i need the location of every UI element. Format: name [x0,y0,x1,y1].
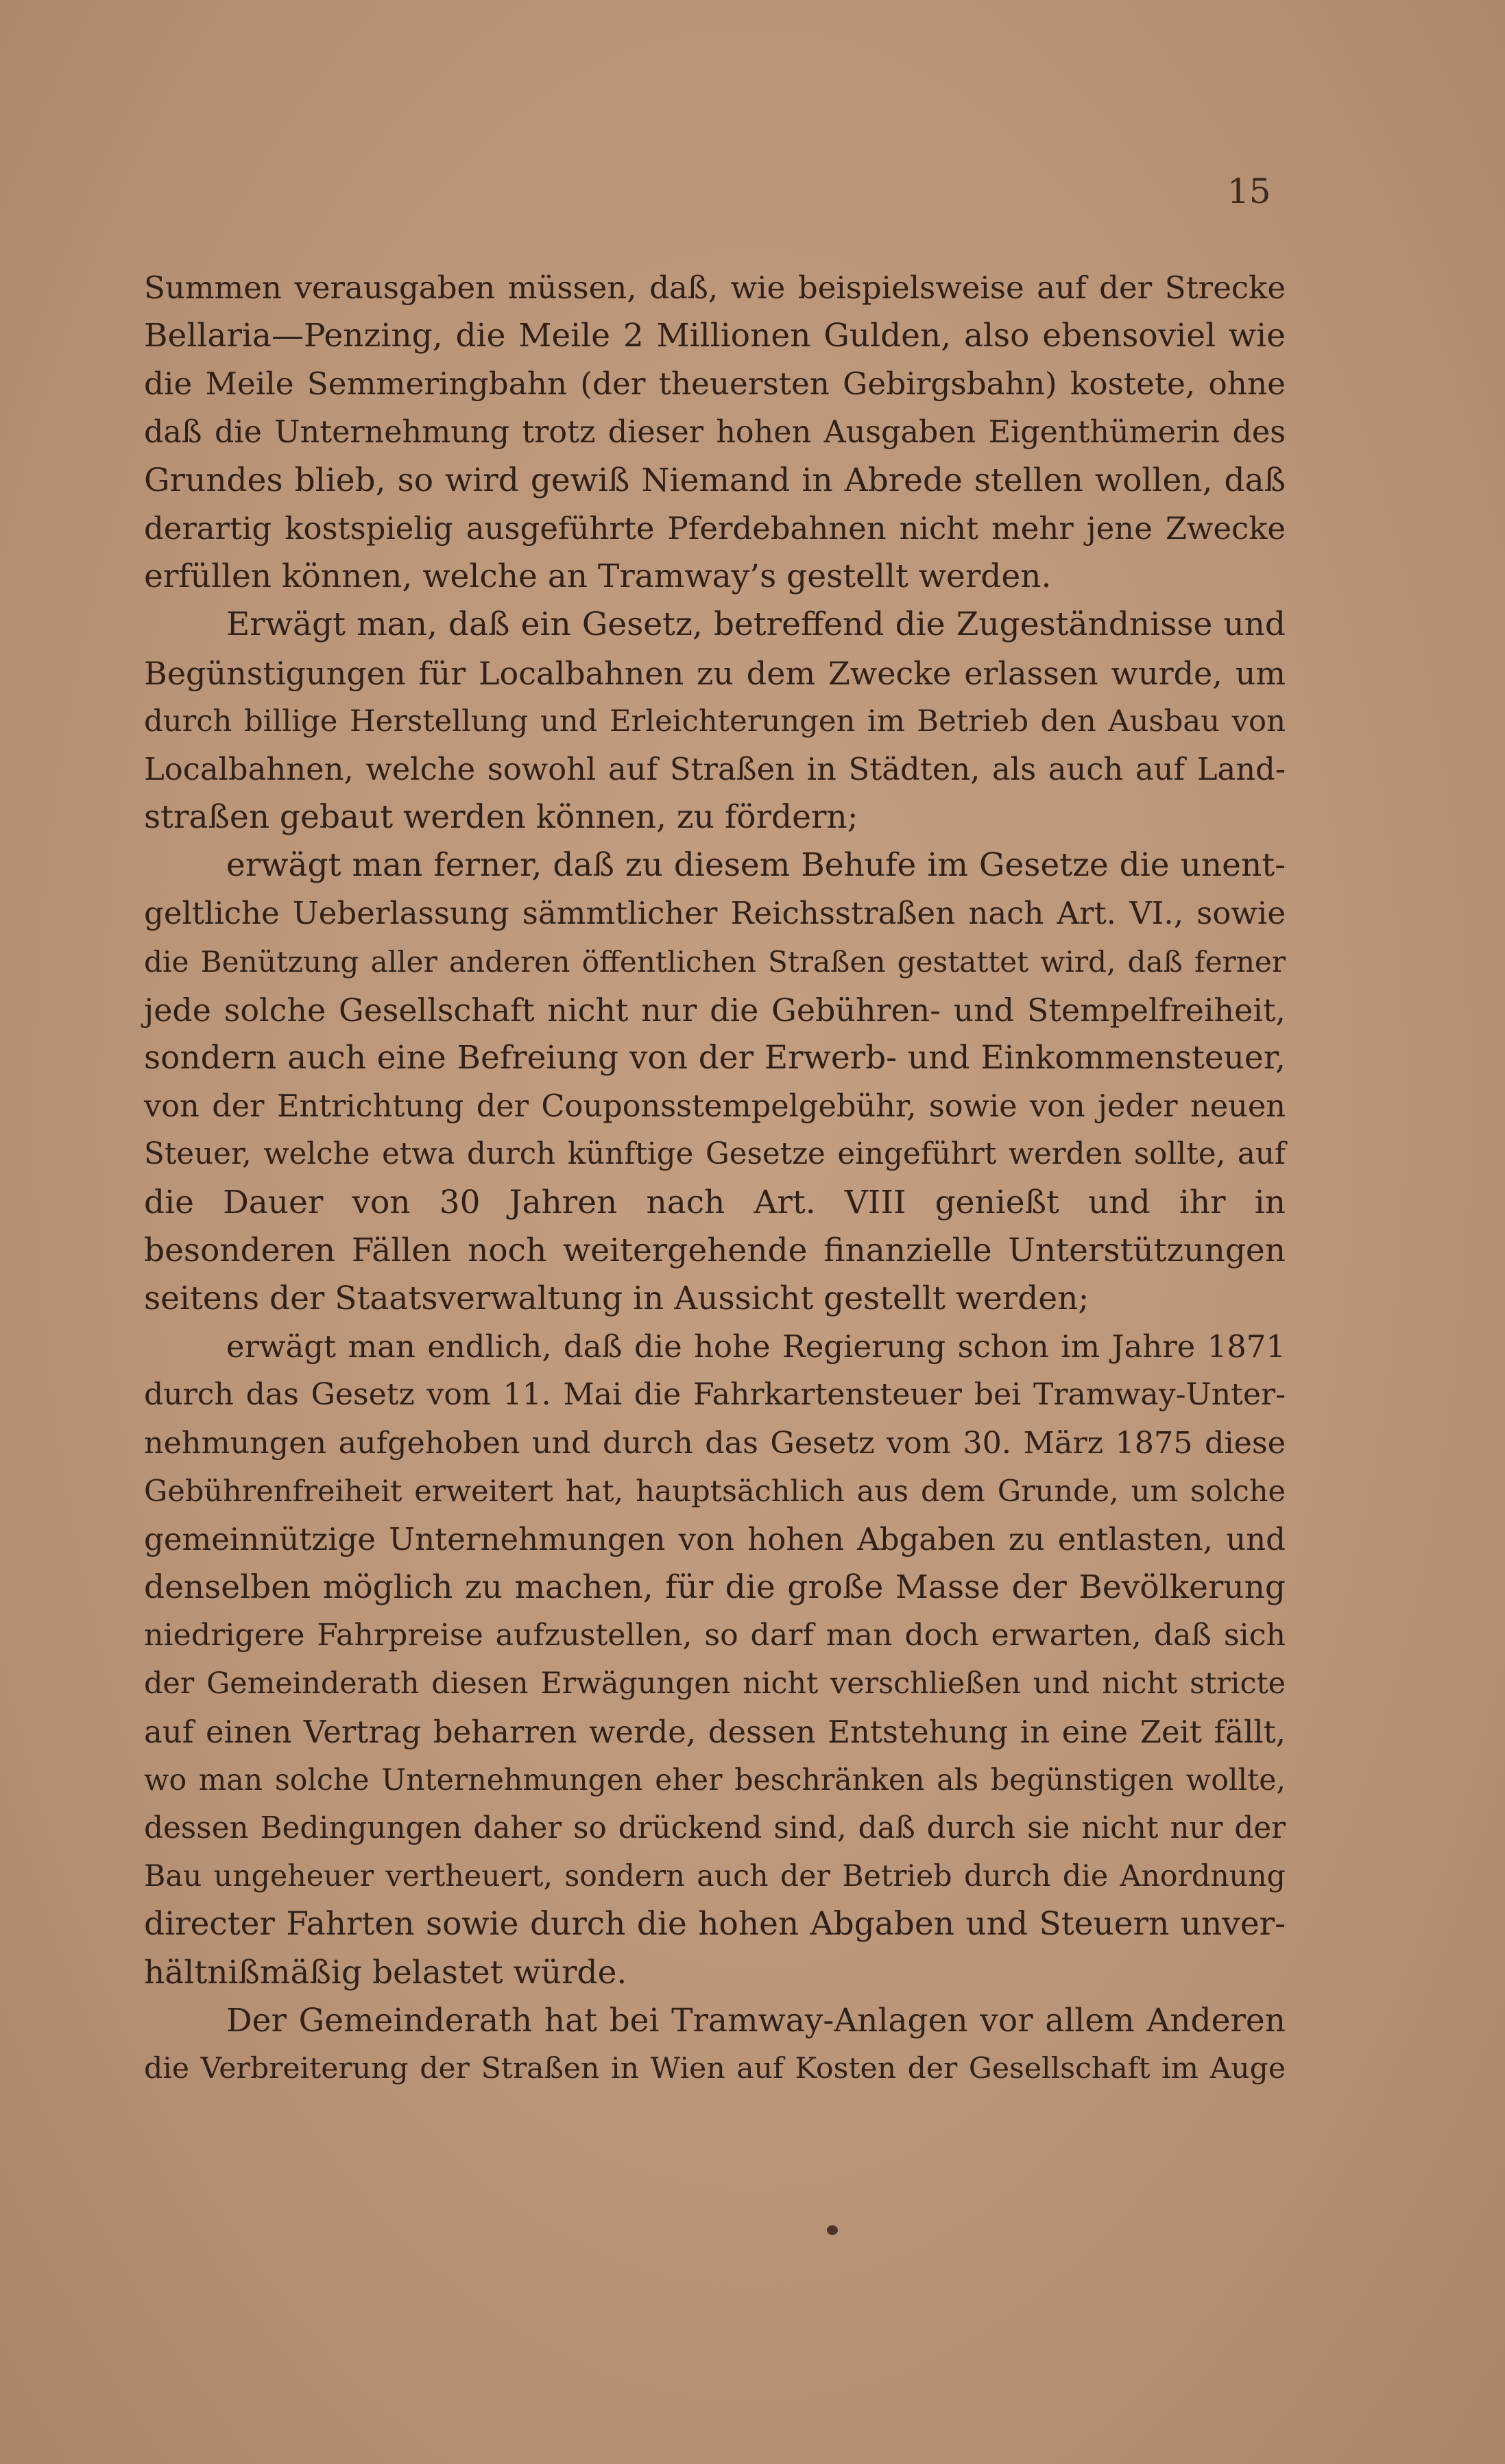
text-line: die Verbreiterung der Straßen in Wien auf Kosten der Gesellschaft im Auge [144,2051,1286,2085]
text-line: die Meile Semmeringbahn (der theuersten Gebirgsbahn) kostete, ohne [144,366,1286,403]
text-line: die Benützung aller anderen öffentlichen Straßen gestattet wird, daß ferner [144,944,1286,979]
text-line: erfüllen können, welche an Tramway’s gestellt werden. [144,558,1052,596]
text-line: Der Gemeinderath hat bei Tramway-Anlagen vor allem Anderen [226,2001,1286,2040]
text-line: Bau ungeheuer vertheuert, sondern auch der Betrieb durch die Anordnung [144,1859,1286,1894]
text-line: besonderen Fällen noch weitergehende finanzielle Unterstützungen [144,1231,1286,1269]
body-text [144,264,1286,2093]
text-line: Summen verausgaben müssen, daß, wie beispielsweise auf der Strecke [144,270,1286,306]
text-line: gemeinnützige Unternehmungen von hohen Abgaben zu entlasten, und [144,1520,1286,1557]
text-line: sondern auch eine Befreiung von der Erwerb- und Einkommensteuer, [144,1039,1286,1077]
text-line: jede solche Gesellschaft nicht nur die Gebühren- und Stempelfreiheit, [144,991,1286,1029]
text-line: von der Entrichtung der Couponsstempelgebühr, sowie von jeder neuen [144,1088,1286,1125]
text-line: derartig kostspielig ausgeführte Pferdebahnen nicht mehr jene Zwecke [144,510,1286,547]
text-line: Gebührenfreiheit erweitert hat, hauptsächlich aus dem Grunde, um solche [144,1474,1286,1509]
text-line: dessen Bedingungen daher so drückend sind, daß durch sie nicht nur der [144,1810,1286,1845]
text-line: hältnißmäßig belastet würde. [144,1953,627,1991]
text-line: straßen gebaut werden können, zu fördern; [144,798,858,837]
text-line: erwägt man ferner, daß zu diesem Behufe im Gesetze die unent- [226,846,1286,885]
text-line: Grundes blieb, so wird gewiß Niemand in Abrede stellen wollen, daß [144,461,1286,499]
text-line: denselben möglich zu machen, für die große Masse der Bevölkerung [144,1568,1286,1607]
text-line: auf einen Vertrag beharren werde, dessen Entstehung in eine Zeit fällt, [144,1713,1286,1750]
text-line: Begünstigungen für Localbahnen zu dem Zwecke erlassen wurde, um [144,654,1286,692]
ink-spot [827,2225,838,2235]
text-line: seitens der Staatsverwaltung in Aussicht gestellt werden; [144,1279,1089,1317]
text-line: Localbahnen, welche sowohl auf Straßen in Städten, als auch auf Land- [144,750,1286,787]
text-line: Erwägt man, daß ein Gesetz, betreffend die Zugeständnisse und [226,606,1286,644]
text-line: durch billige Herstellung und Erleichterungen im Betrieb den Ausbau von [144,704,1286,739]
text-line: geltliche Ueberlassung sämmtlicher Reichsstraßen nach Art. VI., sowie [144,895,1286,932]
text-line: der Gemeinderath diesen Erwägungen nicht verschließen und nicht stricte [144,1666,1286,1701]
text-line: Steuer, welche etwa durch künftige Gesetze eingeführt werden sollte, auf [144,1137,1286,1172]
text-line: directer Fahrten sowie durch die hohen Abgaben und Steuern unver- [144,1905,1286,1943]
text-line: durch das Gesetz vom 11. Mai die Fahrkartensteuer bei Tramway-Unter- [144,1377,1286,1413]
text-line: nehmungen aufgehoben und durch das Gesetz vom 30. März 1875 diese [144,1425,1286,1461]
text-line: wo man solche Unternehmungen eher beschränken als begünstigen wollte, [144,1762,1286,1797]
text-line: erwägt man endlich, daß die hohe Regierung schon im Jahre 1871 [226,1328,1286,1365]
text-line: Bellaria—Penzing, die Meile 2 Millionen Gulden, also ebensoviel wie [144,317,1286,355]
text-line: niedrigere Fahrpreise aufzustellen, so darf man doch erwarten, daß sich [144,1618,1286,1653]
text-line: die Dauer von 30 Jahren nach Art. VIII genießt und ihr in [144,1183,1286,1221]
text-line: daß die Unternehmung trotz dieser hohen Ausgaben Eigenthümerin des [144,414,1286,450]
page-number: 15 [1227,171,1271,211]
